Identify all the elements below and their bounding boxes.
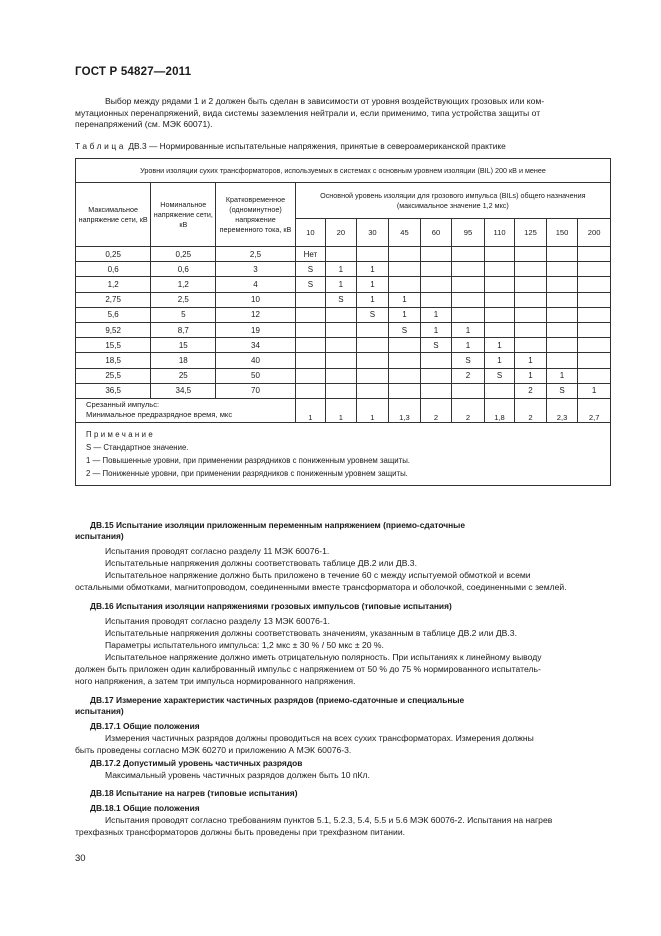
table-row [76,322,611,337]
bil-cell [389,262,421,277]
chopped-value: 2,3 [546,398,578,422]
short-voltage-cell: 34 [216,338,295,353]
chopped-impulse-label [76,398,296,422]
bil-level: 200 [578,219,611,247]
table-body [76,247,611,399]
section-18-title: ДВ.18 Испытание на нагрев (типовые испытания) [90,788,298,798]
note-item: S — Стандартное значение. [86,443,189,453]
short-voltage-cell: 2,5 [216,247,295,262]
bil-cell [452,307,485,322]
bil-cell: S [356,307,389,322]
bil-cell: 1 [326,277,357,292]
section-16-p4-line-2: должен быть приложен один калиброванный импульс с напряжением от 50 % до 75 % нормированного испытатель- [75,664,541,674]
bil-cell: 2 [452,368,485,383]
section-17-1-title: ДВ.17.1 Общие положения [90,721,200,731]
bil-cell: 1 [546,368,578,383]
max-voltage-cell: 0,6 [76,262,151,277]
bil-cell: 1 [389,292,421,307]
nominal-voltage-cell: 5 [151,307,216,322]
max-voltage-cell: 18,5 [76,353,151,368]
bil-level: 20 [326,219,357,247]
bil-cell: 1 [452,338,485,353]
chopped-value: 2 [420,398,452,422]
bil-cell [420,292,452,307]
nominal-voltage-cell: 0,25 [151,247,216,262]
bil-level: 95 [452,219,485,247]
bil-cell: 1 [420,307,452,322]
notes-row [76,422,611,485]
bil-cell: 2 [515,383,547,398]
bil-cell [420,368,452,383]
chopped-label-2: Минимальное предразрядное время, мкс [86,410,233,420]
bil-cell [452,292,485,307]
bil-cell [295,292,326,307]
section-15-p2: Испытательные напряжения должны соответствовать таблице ДВ.2 или ДВ.3. [105,558,417,568]
section-16-title: ДВ.16 Испытания изоляции напряжениями грозовых импульсов (типовые испытания) [90,601,452,611]
bil-cell [420,353,452,368]
table-caption [75,141,615,151]
bil-level: 150 [546,219,578,247]
header-short-voltage: Кратковременное (одноминутное) напряжение переменного тока, кВ [216,183,295,247]
bil-cell [484,277,515,292]
short-voltage-cell: 4 [216,277,295,292]
bil-cell [484,322,515,337]
bil-cell [515,292,547,307]
bil-cell [356,383,389,398]
bil-cell [546,322,578,337]
bil-cell [578,338,611,353]
bil-cell [389,247,421,262]
bil-cell [389,338,421,353]
section-16-p3: Параметры испытательного импульса: 1,2 мкс ± 30 % / 50 мкс ± 20 %. [105,640,384,650]
bil-cell [578,322,611,337]
max-voltage-cell: 15,5 [76,338,151,353]
chopped-value: 2,7 [578,398,611,422]
nominal-voltage-cell: 8,7 [151,322,216,337]
max-voltage-cell: 9,52 [76,322,151,337]
caption-text: ДВ.3 — Нормированные испытательные напряжения, принятые в североамериканской практике [128,141,506,151]
bil-cell [546,277,578,292]
bil-cell [295,368,326,383]
section-18-1-p-line-1: Испытания проводят согласно требованиям пунктов 5.1, 5.2.3, 5.4, 5.5 и 5.6 МЭК 60076-2. Испытания на нагрев [105,815,553,825]
bil-cell [515,247,547,262]
bil-cell: 1 [484,353,515,368]
bil-cell [515,262,547,277]
bil-cell [452,383,485,398]
max-voltage-cell: 1,2 [76,277,151,292]
test-voltages-table [75,158,611,486]
bil-cell [326,383,357,398]
short-voltage-cell: 70 [216,383,295,398]
bil-cell: 1 [356,277,389,292]
bil-level: 110 [484,219,515,247]
section-16-p4-line-3: ного напряжения, а затем три импульса нормированного напряжения. [75,676,356,686]
bil-cell [515,277,547,292]
intro-line-1: Выбор между рядами 1 и 2 должен быть сделан в зависимости от уровня воздействующих грозовых или ком- [105,96,545,106]
bil-cell: S [452,353,485,368]
max-voltage-cell: 5,6 [76,307,151,322]
bil-cell: 1 [326,262,357,277]
bil-cell [295,353,326,368]
bil-cell [295,383,326,398]
section-15-title-2: испытания) [75,531,124,541]
chopped-value: 2 [515,398,547,422]
chopped-value: 1,8 [484,398,515,422]
bil-cell: 1 [356,262,389,277]
bil-cell [578,247,611,262]
bil-cell [515,338,547,353]
bil-cell [356,368,389,383]
section-15-title-1: ДВ.15 Испытание изоляции приложенным переменным напряжением (приемо-сдаточные [90,520,465,530]
section-17-1-p-line-1: Измерения частичных разрядов должны проводиться на всех сухих трансформаторах. Измерения должны [105,733,534,743]
table-row [76,262,611,277]
bil-cell [578,277,611,292]
section-17-1-p-line-2: быть проведены согласно МЭК 60270 и приложению А МЭК 60076-3. [75,745,352,755]
bil-cell [389,383,421,398]
max-voltage-cell: 36,5 [76,383,151,398]
bil-cell [356,247,389,262]
table-row [76,247,611,262]
max-voltage-cell: 2,75 [76,292,151,307]
bil-cell: S [326,292,357,307]
section-16-p1: Испытания проводят согласно разделу 13 МЭК 60076-1. [105,616,330,626]
bil-cell [484,262,515,277]
bil-cell: 1 [515,368,547,383]
bil-cell: 1 [515,353,547,368]
caption-prefix: Таблица [75,141,127,151]
bil-cell [484,307,515,322]
intro-line-3: перенапряжений (см. МЭК 60071). [75,119,213,130]
section-15-p3-line-1: Испытательное напряжение должно быть приложено в течение 60 с между испытуемой обмоткой и всеми [105,570,531,580]
table-top-header: Уровни изоляции сухих трансформаторов, используемых в системах с основным уровнем изоляции (BIL) 200 кВ и менее [76,159,611,183]
bil-cell [515,307,547,322]
nominal-voltage-cell: 15 [151,338,216,353]
notes-title: Примечание [86,429,156,439]
bil-cell [578,292,611,307]
bil-cell [515,322,547,337]
chopped-label-1: Срезанный импульс: [86,399,160,409]
nominal-voltage-cell: 0,6 [151,262,216,277]
bil-cell [546,262,578,277]
bil-cell [356,353,389,368]
max-voltage-cell: 0,25 [76,247,151,262]
bil-cell [420,277,452,292]
chopped-value: 1 [356,398,389,422]
bil-cell [484,383,515,398]
bil-cell: S [546,383,578,398]
bil-cell [420,262,452,277]
bil-cell [326,338,357,353]
section-15-p1: Испытания проводят согласно разделу 11 МЭК 60076-1. [105,546,330,556]
bil-cell [578,353,611,368]
bil-cell [484,292,515,307]
section-17-2-p: Максимальный уровень частичных разрядов должен быть 10 пКл. [105,770,370,780]
table-row [76,307,611,322]
bil-cell [295,322,326,337]
chopped-value: 1 [295,398,326,422]
bil-cell [452,247,485,262]
nominal-voltage-cell: 2,5 [151,292,216,307]
note-item: 2 — Пониженные уровни, при применении разрядников с пониженным уровнем защиты. [86,469,408,479]
bil-level: 125 [515,219,547,247]
bil-cell: 1 [356,292,389,307]
max-voltage-cell: 25,5 [76,368,151,383]
nominal-voltage-cell: 25 [151,368,216,383]
bil-level: 45 [389,219,421,247]
bil-cell [326,247,357,262]
bil-cell: 1 [389,307,421,322]
bil-cell [578,307,611,322]
bil-cell: S [484,368,515,383]
table-notes [76,422,611,485]
bil-cell: S [295,277,326,292]
bil-cell [389,277,421,292]
bil-cell [420,383,452,398]
bil-cell [578,262,611,277]
bil-cell [326,353,357,368]
chopped-value: 1,3 [389,398,421,422]
short-voltage-cell: 10 [216,292,295,307]
nominal-voltage-cell: 1,2 [151,277,216,292]
table-row [76,353,611,368]
bil-cell [546,353,578,368]
bil-cell [452,277,485,292]
bil-cell [452,262,485,277]
section-16-p4-line-1: Испытательное напряжение должно иметь отрицательную полярность. При испытаниях к линейному выводу [105,652,542,662]
bil-cell [356,338,389,353]
page-header: ГОСТ Р 54827—2011 [75,66,192,78]
bil-cell [326,307,357,322]
short-voltage-cell: 40 [216,353,295,368]
chopped-value: 2 [452,398,485,422]
bil-cell [356,322,389,337]
section-17-title-1: ДВ.17 Измерение характеристик частичных разрядов (приемо-сдаточные и специальные [90,695,465,705]
table-row [76,338,611,353]
nominal-voltage-cell: 34,5 [151,383,216,398]
section-18-1-p-line-2: трехфазных трансформаторов должны быть проведены при трехфазном питании. [75,827,406,837]
bil-level: 30 [356,219,389,247]
short-voltage-cell: 12 [216,307,295,322]
bil-cell [389,353,421,368]
header-nominal-voltage: Номинальное напряжение сети, кВ [151,183,216,247]
note-item: 1 — Повышенные уровни, при применении разрядников с пониженным уровнем защиты. [86,456,410,466]
bil-cell: 1 [452,322,485,337]
intro-line-2: мутационных перенапряжений, вида системы заземления нейтрали и, если применимо, типа устройства защиты от [75,107,541,118]
bil-cell [295,307,326,322]
bil-cell: 1 [420,322,452,337]
section-15-p3-line-2: остальными обмотками, магнитопроводом, соединенными вместе трансформатора и оболочкой, соединенными с землей. [75,582,567,592]
short-voltage-cell: 19 [216,322,295,337]
bil-cell: S [389,322,421,337]
table-row [76,383,611,398]
bil-cell [389,368,421,383]
short-voltage-cell: 50 [216,368,295,383]
table-row [76,277,611,292]
table-row [76,368,611,383]
short-voltage-cell: 3 [216,262,295,277]
header-max-voltage: Максимальное напряжение сети, кВ [76,183,151,247]
section-18-1-title: ДВ.18.1 Общие положения [90,803,200,813]
bil-cell [546,338,578,353]
bil-cell [326,368,357,383]
bil-level: 60 [420,219,452,247]
section-16-p2: Испытательные напряжения должны соответствовать значениям, указанным в таблице ДВ.2 или ДВ.3. [105,628,517,638]
bil-level: 10 [295,219,326,247]
bil-cell [546,247,578,262]
bil-cell: Нет [295,247,326,262]
page-number: 30 [75,853,86,864]
bil-cell [546,292,578,307]
section-17-2-title: ДВ.17.2 Допустимый уровень частичных разрядов [90,758,303,768]
section-17-title-2: испытания) [75,706,124,716]
table-row [76,292,611,307]
bil-cell [546,307,578,322]
bil-cell: 1 [484,338,515,353]
bil-cell [420,247,452,262]
chopped-value: 1 [326,398,357,422]
header-bil: Основной уровень изоляции для грозового импульса (BILs) общего назначения (максимальное значение 1,2 мкс) [295,183,610,219]
bil-cell [326,322,357,337]
bil-cell: S [420,338,452,353]
nominal-voltage-cell: 18 [151,353,216,368]
bil-cell [578,368,611,383]
bil-cell [295,338,326,353]
bil-cell: S [295,262,326,277]
bil-cell [484,247,515,262]
bil-cell: 1 [578,383,611,398]
chopped-impulse-row [76,398,611,422]
